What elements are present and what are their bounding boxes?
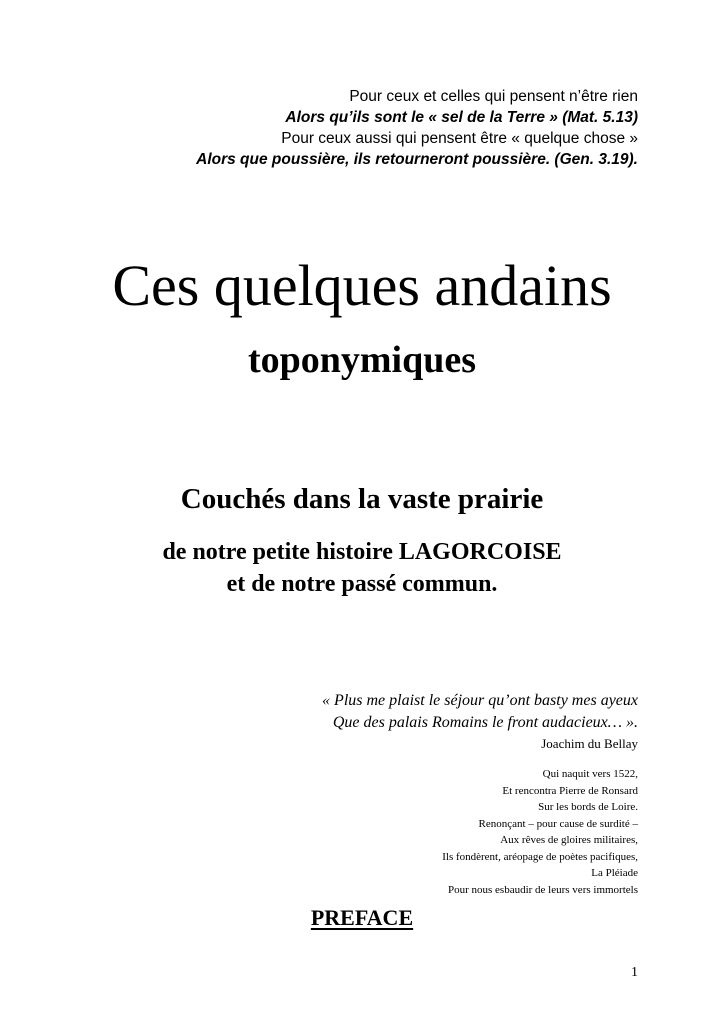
preface-label: PREFACE [310,905,414,930]
poem-line: Renonçant – pour cause de surdité – [478,817,638,830]
section-heading: Couchés dans la vaste prairie [180,483,544,515]
poem-line: Pour nous esbaudir de leurs vers immortels [447,883,638,896]
poem-line: Et rencontra Pierre de Ronsard [502,784,638,797]
epigraph-line-3: Pour ceux aussi qui pensent être « quelque chose » [281,130,638,147]
poem-line: Qui naquit vers 1522, [542,768,638,780]
subheading-line-2: et de notre passé commun. [226,571,498,597]
epigraph-line-2: Alors qu’ils sont le « sel de la Terre » (Mat. 5.13) [285,109,638,126]
preface-heading [0,904,724,932]
section-subheading [0,536,724,600]
poem-block [442,766,638,898]
poem-line: La Pléiade [591,867,638,879]
poem-line: Sur les bords de Loire. [538,801,638,813]
epigraph-line-4: Alors que poussière, ils retourneront poussière. (Gen. 3.19). [196,151,638,168]
quote-line-2: Que des palais Romains le front audacieux… ». [332,714,638,731]
quote-block [322,690,638,754]
document-subtitle: toponymiques [247,339,477,381]
epigraph-line-1: Pour ceux et celles qui pensent n’être rien [349,88,638,105]
epigraph [196,86,638,170]
quote-line-1: « Plus me plaist le séjour qu’ont basty mes ayeux [322,692,638,709]
document-title: Ces quelques andains [112,253,612,318]
quote-author: Joachim du Bellay [541,736,638,751]
subheading-line-1: de notre petite histoire LAGORCOISE [162,539,562,565]
poem-line: Aux rêves de gloires militaires, [500,834,638,846]
page-number: 1 [631,965,638,980]
poem-line: Ils fondèrent, aréopage de poètes pacifiques, [442,850,638,863]
